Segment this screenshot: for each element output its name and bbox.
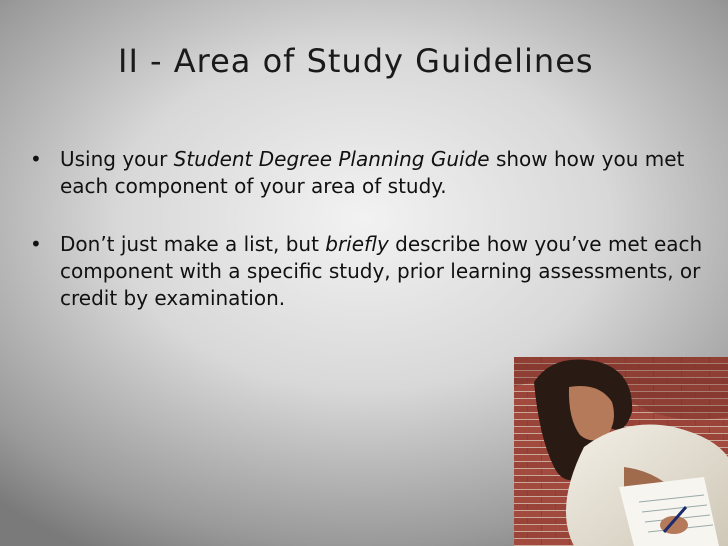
bullet-emphasis: briefly [325,232,389,256]
bullet-marker: • [30,147,42,171]
bullet-text-after: describe how you’ve met each component with a specific study, prior learning assessments, or credit by examination. [60,232,703,310]
bullet-text-after: show how you met each component of your area of study. [60,147,685,198]
woman-writing-photo [514,357,728,546]
bullet-text-before: Don’t just make a list, but [60,232,326,256]
slide-title: II - Area of Study Guidelines [118,42,594,80]
bullet-item [30,146,720,200]
bullet-text-before: Using your [60,147,174,171]
bullet-marker: • [30,232,42,256]
bullet-list [30,146,720,343]
photo-illustration [514,357,728,546]
bullet-item [30,231,720,312]
bullet-emphasis: Student Degree Planning Guide [173,147,490,171]
